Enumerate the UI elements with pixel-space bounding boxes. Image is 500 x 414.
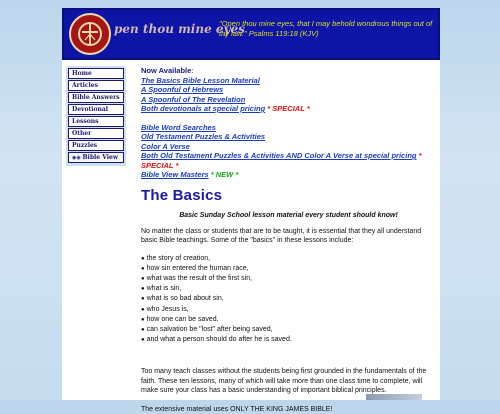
site-title: pen thou mine eyes <box>114 22 245 36</box>
sidebar-item-articles[interactable]: Articles <box>68 80 124 91</box>
sidebar-nav <box>66 66 126 166</box>
list-item: ● what is sin, <box>141 285 182 293</box>
link-ot-puzzles[interactable]: Old Testament Puzzles & Activities <box>141 132 266 141</box>
list-item: ● how one can be saved, <box>141 315 219 323</box>
lesson-image-preview <box>366 394 422 400</box>
sidebar-item-other[interactable]: Other <box>68 128 124 139</box>
header-banner <box>62 8 440 60</box>
intro-paragraph: No matter the class or students that are to be taught, it is essential that they all understand basic Bible teachings. Some of the "basics" in these lessons include: <box>141 227 422 244</box>
sidebar-item-devotional[interactable]: Devotional <box>68 104 124 115</box>
sidebar-item-puzzles[interactable]: Puzzles <box>68 140 124 151</box>
list-item: ● what was the result of the first sin, <box>141 274 253 282</box>
link-spoonful-hebrews[interactable]: A Spoonful of Hebrews <box>141 85 224 94</box>
link-spoonful-revelation[interactable]: A Spoonful of The Revelation <box>141 94 246 104</box>
sidebar-item-bible-view-label: Bible View <box>82 154 119 161</box>
sidebar-item-home[interactable]: Home <box>68 68 124 79</box>
kjv-paragraph: The extensive material uses ONLY THE KING JAMES BIBLE! <box>141 405 333 413</box>
link-color-verse[interactable]: Color A Verse <box>141 141 190 151</box>
page-container <box>62 8 440 413</box>
now-available-line <box>141 66 436 76</box>
page-title: The Basics <box>141 186 223 204</box>
logo-emblem[interactable] <box>69 13 111 55</box>
now-available-colon: : <box>191 66 194 75</box>
cross-emblem-icon <box>76 20 104 48</box>
list-item: ● what is so bad about sin, <box>141 295 224 303</box>
link-both-ot-special[interactable]: Both Old Testament Puzzles & Activities AND Color A Verse at special pricing <box>141 151 417 160</box>
special-star: * <box>416 151 422 160</box>
list-item: ● can salvation be "lost" after being saved, <box>141 325 273 333</box>
sidebar-item-lessons[interactable]: Lessons <box>68 116 124 127</box>
header-scripture-quote: "Open thou mine eyes, that I may behold wondrous things out of thy law." Psalms 119:18 (KJV) <box>219 19 433 38</box>
link-both-devotionals[interactable]: Both devotionals at special pricing <box>141 104 266 113</box>
sidebar-item-bible-view[interactable] <box>68 152 124 163</box>
special-badge-2: SPECIAL * <box>141 160 179 170</box>
main-content <box>141 66 436 414</box>
link-basics-lessons[interactable]: The Basics Bible Lesson Material <box>141 75 260 85</box>
list-item: ● the story of creation, <box>141 254 211 262</box>
now-available-heading: Now Available <box>141 66 192 75</box>
sidebar-item-bible-answers[interactable]: Bible Answers <box>68 92 124 103</box>
list-item: ● how sin entered the human race, <box>141 264 249 272</box>
list-item: ● who Jesus is, <box>141 305 189 313</box>
link-word-searches[interactable]: Bible Word Searches <box>141 122 216 132</box>
page-tagline: Basic Sunday School lesson material every student should know! <box>179 211 398 219</box>
body-paragraph: Too many teach classes without the students being first grounded in the fundamentals of the faith. These ten lessons, many of which will take more than one class time to complete, will make sure your class has a basic understanding of important biblical principles. <box>141 368 427 395</box>
basics-list <box>141 254 436 346</box>
view-master-icon: ◉◉ <box>72 155 83 161</box>
link-bible-view-masters[interactable]: Bible View Masters <box>141 170 209 179</box>
special-badge: * SPECIAL * <box>265 104 310 113</box>
new-badge: * NEW * <box>208 170 239 179</box>
list-item: ● and what a person should do after he is saved. <box>141 336 292 344</box>
